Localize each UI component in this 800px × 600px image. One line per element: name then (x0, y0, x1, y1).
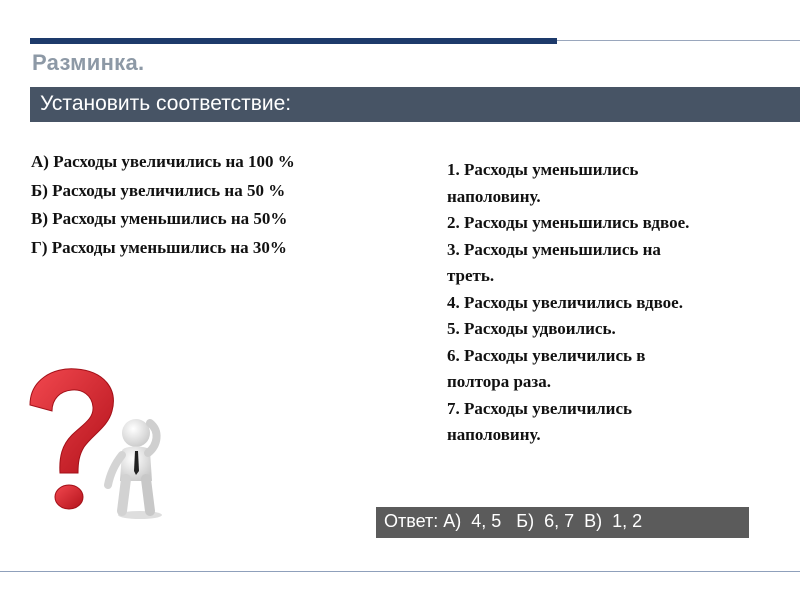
left-items-list (31, 148, 411, 262)
footer-rule (0, 571, 800, 572)
right-item-line: наполовину. (447, 186, 541, 206)
header-accent-bar (30, 38, 557, 44)
right-item-line: наполовину. (447, 425, 541, 444)
right-item-line: треть. (447, 266, 495, 285)
slide-title: Разминка. (32, 50, 145, 75)
left-item: Б) Расходы увеличились на 50 % (31, 180, 286, 200)
question-mark-person-icon (18, 365, 168, 525)
right-item-line: 6. Расходы увеличились в (447, 345, 646, 365)
right-item-line: 7. Расходы увеличились (447, 398, 632, 418)
right-item-line: 1. Расходы уменьшились (447, 160, 639, 179)
answer-box (376, 507, 749, 538)
right-item-line: полтора раза. (447, 372, 551, 391)
right-item-line: 5. Расходы удвоились. (447, 319, 616, 338)
right-item-line: 2. Расходы уменьшились вдвое. (447, 213, 690, 232)
right-items-list (447, 157, 787, 449)
left-item: Г) Расходы уменьшились на 30% (31, 237, 287, 257)
task-banner-text: Установить соответствие: (40, 92, 292, 115)
right-item-line: 3. Расходы уменьшились на (447, 239, 661, 259)
left-item: А) Расходы увеличились на 100 % (31, 152, 295, 171)
task-banner (30, 87, 800, 122)
left-item: В) Расходы уменьшились на 50% (31, 209, 288, 228)
answer-text: Ответ: А) 4, 5 Б) 6, 7 В) 1, 2 (384, 511, 643, 531)
header-thin-rule (557, 40, 800, 41)
right-item-line: 4. Расходы увеличились вдвое. (447, 292, 683, 312)
